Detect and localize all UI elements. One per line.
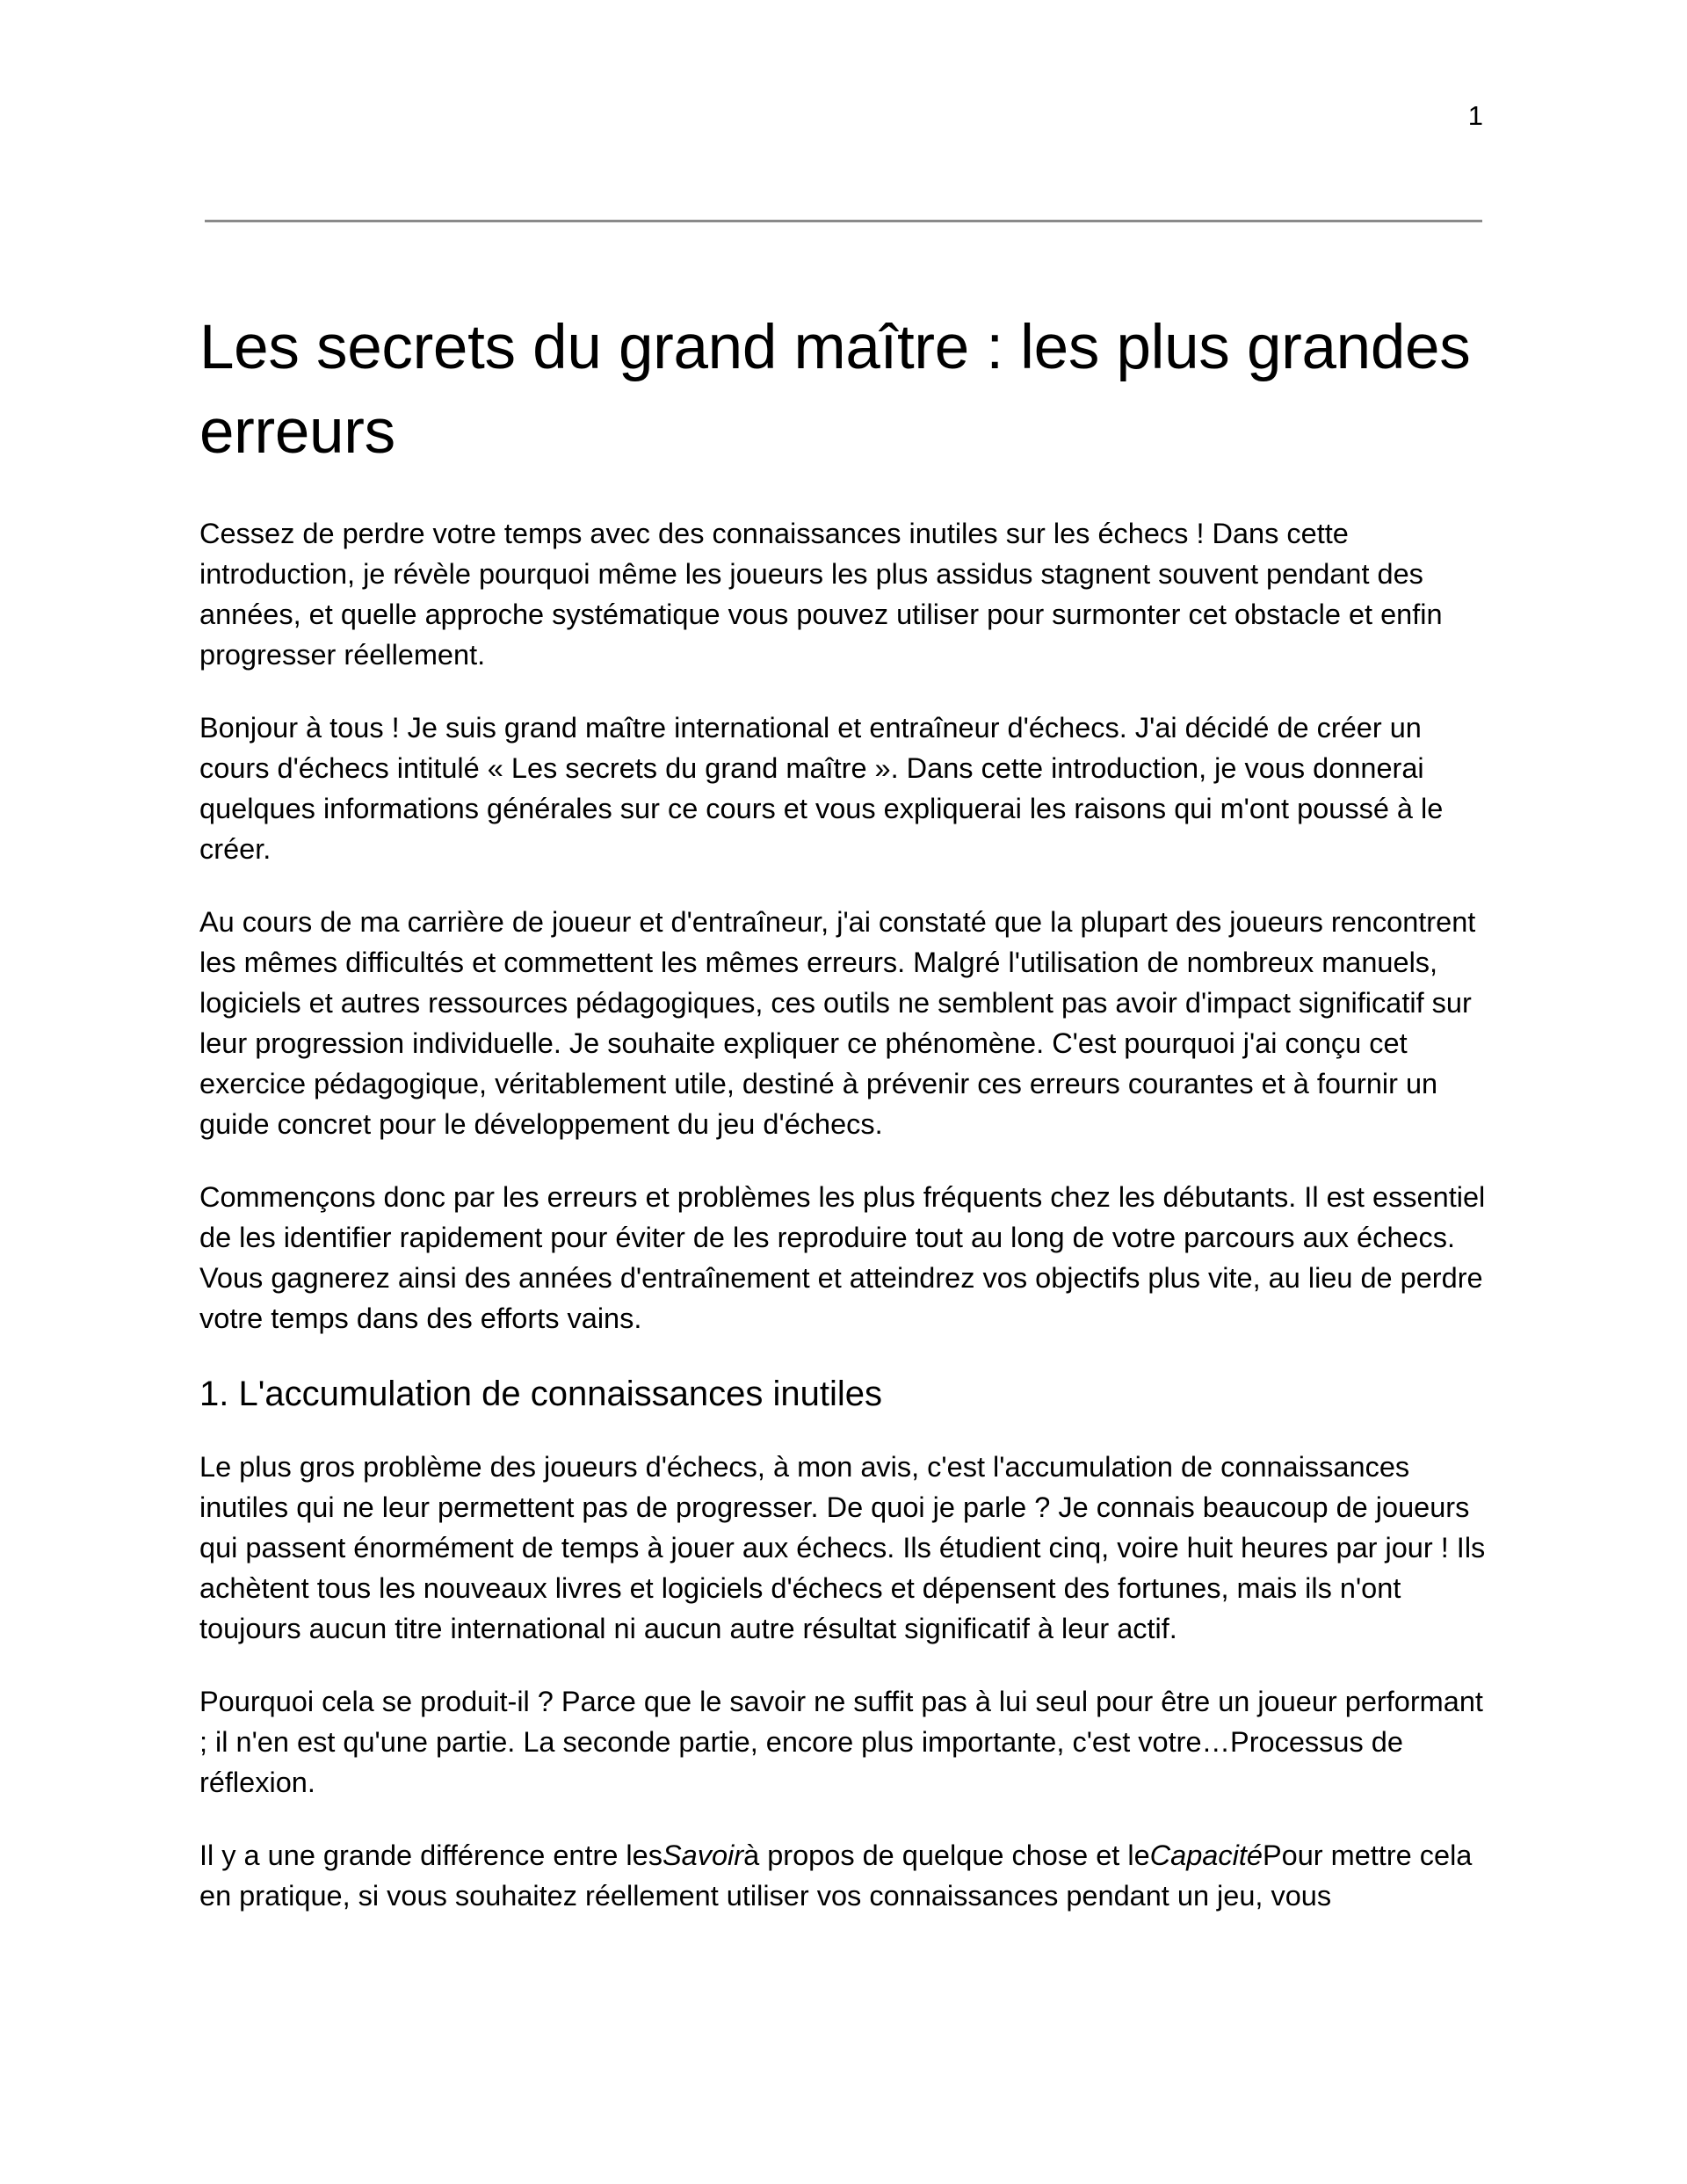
- page-number: 1: [1467, 100, 1483, 131]
- section-heading: 1. L'accumulation de connaissances inutiles: [199, 1375, 882, 1413]
- intro-paragraph: Au cours de ma carrière de joueur et d'entraîneur, j'ai constaté que la plupart des joueurs rencontrent les mêmes difficultés et commettent les mêmes erreurs. Malgré l'utilisation de nombreux manuels, logiciels et autres ressources pédagogiques, ces outils ne semblent pas avoir d'impact significatif sur leur progression individuelle. Je souhaite expliquer ce phénomène. C'est pourquoi j'ai conçu cet exercice pédagogique, véritablement utile, destiné à prévenir ces erreurs courantes et à fournir un guide concret pour le développement du jeu d'échecs.: [199, 906, 1476, 1140]
- emphasis-capacite: Capacité: [1149, 1839, 1263, 1871]
- intro-paragraph: Commençons donc par les erreurs et problèmes les plus fréquents chez les débutants. Il est essentiel de les identifier rapidement pour éviter de les reproduire tout au long de votre parcours aux échecs. Vous gagnerez ainsi des années d'entraînement et atteindrez vos objectifs plus vite, au lieu de perdre votre temps dans des efforts vains.: [199, 1181, 1486, 1334]
- intro-paragraph: Cessez de perdre votre temps avec des connaissances inutiles sur les échecs ! Dans cette introduction, je révèle pourquoi même les joueurs les plus assidus stagnent souvent pendant des années, et quelle approche systématique vous pouvez utiliser pour surmonter cet obstacle et enfin progresser réellement.: [199, 518, 1443, 671]
- document-title: Les secrets du grand maître : les plus grandes erreurs: [199, 313, 1471, 467]
- section-paragraph: Pourquoi cela se produit-il ? Parce que le savoir ne suffit pas à lui seul pour être un joueur performant ; il n'en est qu'une partie. La seconde partie, encore plus importante, c'est votre…Processus de réflexion.: [199, 1686, 1483, 1798]
- paragraph-text: à propos de quelque chose et le: [743, 1839, 1150, 1871]
- section-paragraph: Le plus gros problème des joueurs d'échecs, à mon avis, c'est l'accumulation de connaissances inutiles qui ne leur permettent pas de progresser. De quoi je parle ? Je connais beaucoup de joueurs qui passent énormément de temps à jouer aux échecs. Ils étudient cinq, voire huit heures par jour ! Ils achètent tous les nouveaux livres et logiciels d'échecs et dépensent des fortunes, mais ils n'ont toujours aucun titre international ni aucun autre résultat significatif à leur actif.: [199, 1451, 1486, 1644]
- intro-paragraph: Bonjour à tous ! Je suis grand maître international et entraîneur d'échecs. J'ai décidé de créer un cours d'échecs intitulé « Les secrets du grand maître ». Dans cette introduction, je vous donnerai quelques informations générales sur ce cours et vous expliquerai les raisons qui m'ont poussé à le créer.: [199, 712, 1444, 865]
- emphasis-savoir: Savoir: [662, 1839, 744, 1871]
- paragraph-text: Il y a une grande différence entre les: [199, 1839, 662, 1871]
- document-body: [199, 306, 1491, 1948]
- section-paragraph-with-emphasis: [199, 1835, 1491, 1916]
- header-divider: [205, 220, 1482, 222]
- paragraph-text: Pour mettre cela en pratique, si vous souhaitez réellement utiliser vos connaissances pendant un jeu, vous: [199, 1839, 1473, 1912]
